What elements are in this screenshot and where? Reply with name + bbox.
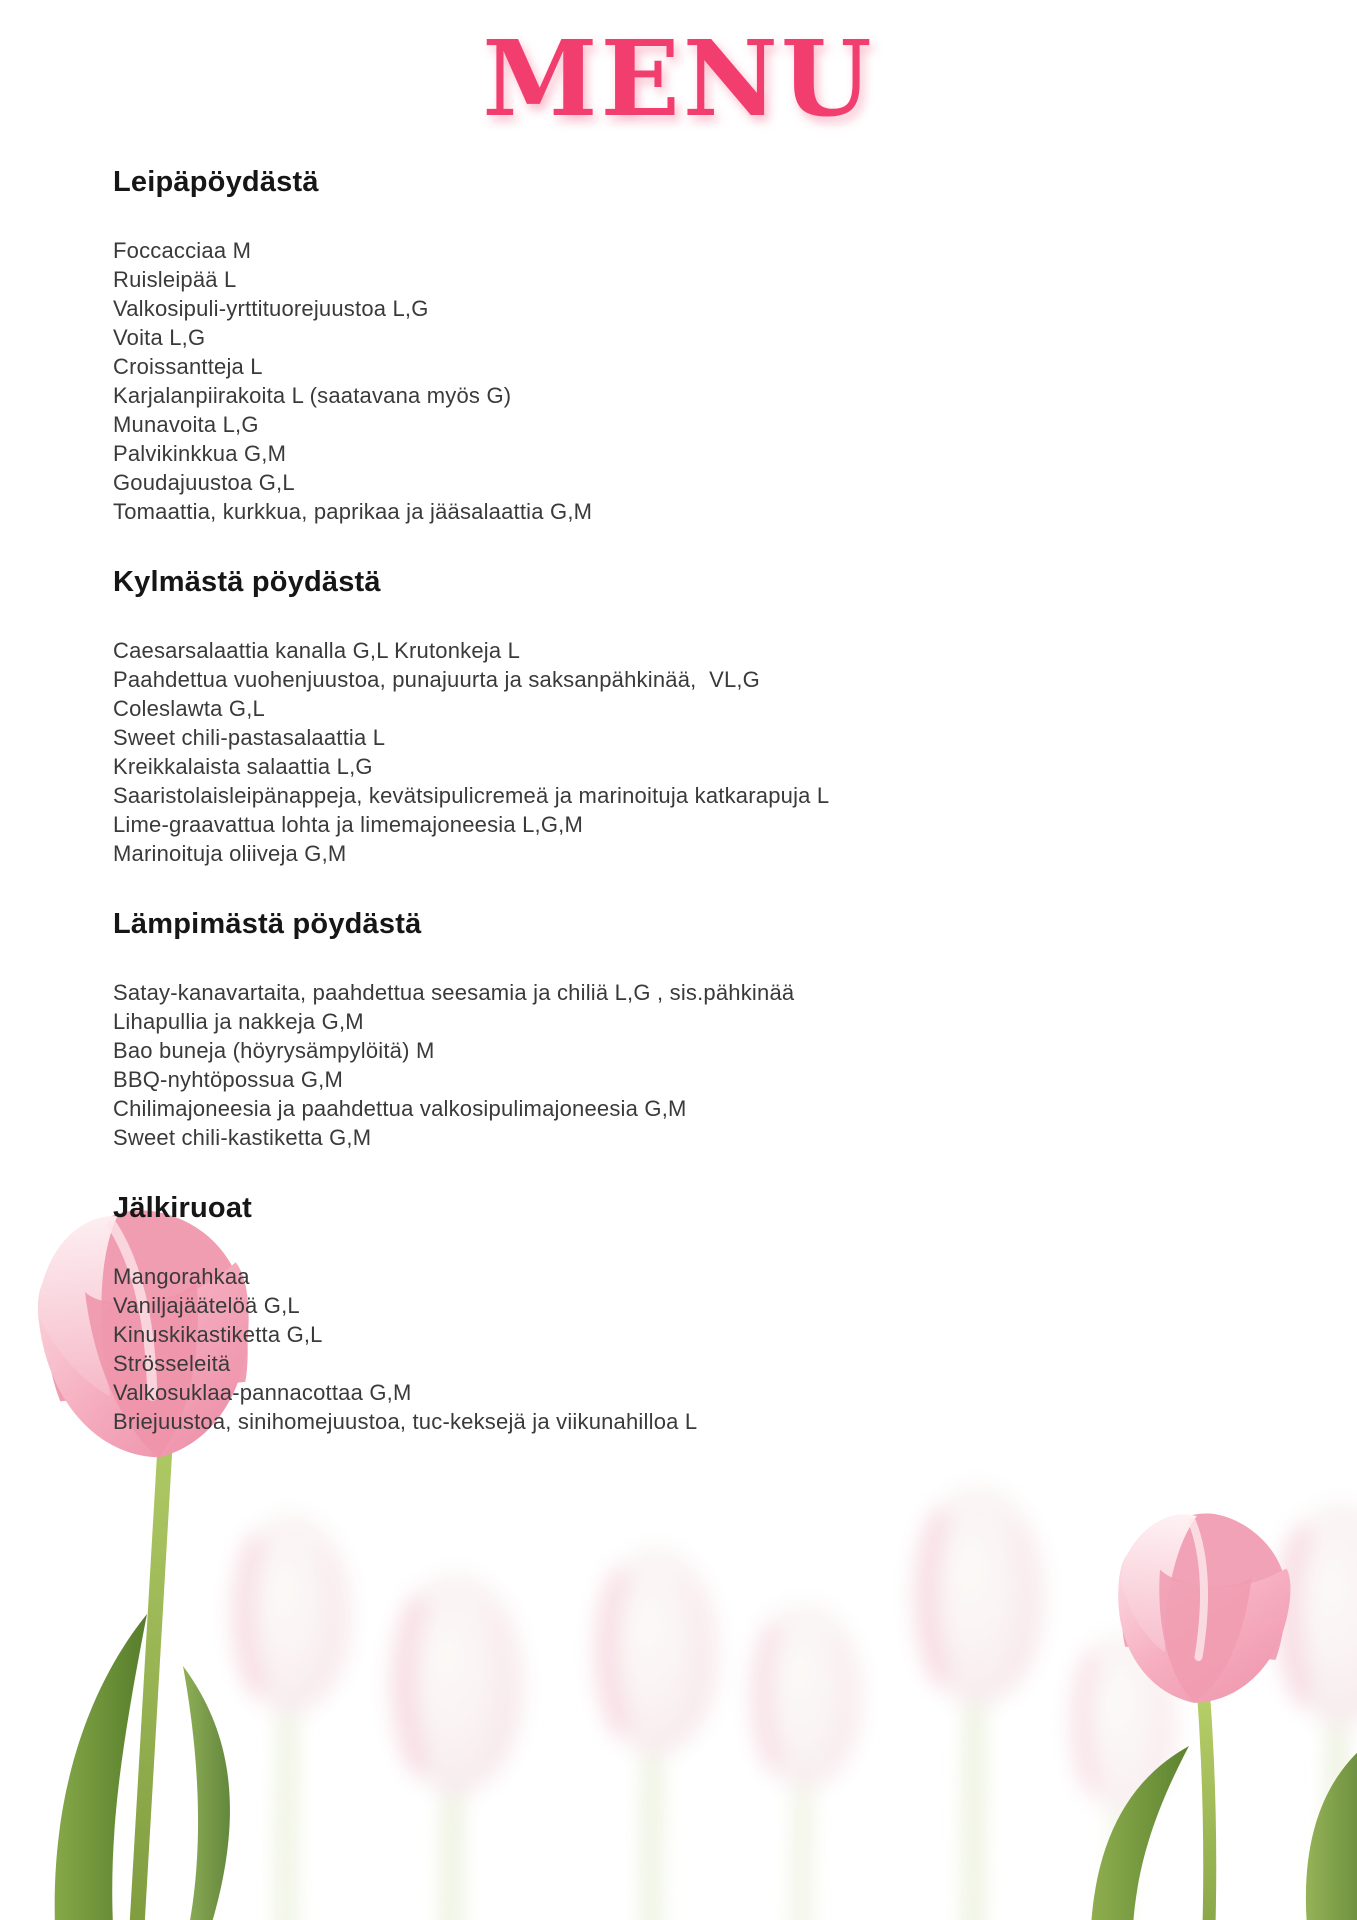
- menu-item: Chilimajoneesia ja paahdettua valkosipulimajoneesia G,M: [113, 1096, 687, 1121]
- section-items: [113, 636, 1267, 868]
- menu-sections: [0, 164, 1357, 1436]
- page-title: MENU: [482, 17, 875, 140]
- menu-item: Paahdettua vuohenjuustoa, punajuurta ja saksanpähkinää, VL,G: [113, 667, 760, 692]
- menu-item: Valkosuklaa-pannacottaa G,M: [113, 1380, 412, 1405]
- section-items: [113, 1262, 1267, 1436]
- menu-item: Kinuskikastiketta G,L: [113, 1322, 323, 1347]
- section-heading: Kylmästä pöydästä: [113, 566, 381, 598]
- menu-item: Voita L,G: [113, 325, 206, 350]
- menu-item: Croissantteja L: [113, 354, 263, 379]
- menu-item: Bao buneja (höyrysämpylöitä) M: [113, 1038, 435, 1063]
- menu-item: Saaristolaisleipänappeja, kevätsipulicremeä ja marinoituja katkarapuja L: [113, 783, 830, 808]
- menu-item: Mangorahkaa: [113, 1264, 250, 1289]
- menu-item: Vaniljajäätelöä G,L: [113, 1293, 300, 1318]
- menu-item: Valkosipuli-yrttituorejuustoa L,G: [113, 296, 429, 321]
- menu-section: [113, 906, 1267, 1152]
- section-heading: Lämpimästä pöydästä: [113, 908, 422, 940]
- menu-item: Tomaattia, kurkkua, paprikaa ja jääsalaattia G,M: [113, 499, 593, 524]
- menu-item: Munavoita L,G: [113, 412, 259, 437]
- menu-section: [113, 1190, 1267, 1436]
- menu-item: Kreikkalaista salaattia L,G: [113, 754, 373, 779]
- menu-item: Briejuustoa, sinihomejuustoa, tuc-keksejä ja viikunahilloa L: [113, 1409, 698, 1434]
- menu-section: [113, 164, 1267, 526]
- menu-item: Karjalanpiirakoita L (saatavana myös G): [113, 383, 512, 408]
- menu-item: Ruisleipää L: [113, 267, 237, 292]
- menu-item: Strösseleitä: [113, 1351, 231, 1376]
- menu-item: Lime-graavattua lohta ja limemajoneesia L,G,M: [113, 812, 584, 837]
- menu-item: Satay-kanavartaita, paahdettua seesamia ja chiliä L,G , sis.pähkinää: [113, 980, 795, 1005]
- section-items: [113, 236, 1267, 526]
- menu-item: BBQ-nyhtöpossua G,M: [113, 1067, 344, 1092]
- menu-item: Sweet chili-pastasalaattia L: [113, 725, 386, 750]
- menu-item: Goudajuustoa G,L: [113, 470, 295, 495]
- menu-item: Coleslawta G,L: [113, 696, 265, 721]
- menu-item: Lihapullia ja nakkeja G,M: [113, 1009, 364, 1034]
- header: [0, 0, 1357, 140]
- section-heading: Leipäpöydästä: [113, 166, 319, 198]
- menu-item: Caesarsalaattia kanalla G,L Krutonkeja L: [113, 638, 521, 663]
- section-heading: Jälkiruoat: [113, 1192, 252, 1224]
- menu-section: [113, 564, 1267, 868]
- menu-item: Marinoituja oliiveja G,M: [113, 841, 347, 866]
- tulip-right-image: [1061, 1506, 1357, 1920]
- menu-item: Sweet chili-kastiketta G,M: [113, 1125, 372, 1150]
- menu-item: Palvikinkkua G,M: [113, 441, 287, 466]
- menu-item: Foccacciaa M: [113, 238, 252, 263]
- section-items: [113, 978, 1267, 1152]
